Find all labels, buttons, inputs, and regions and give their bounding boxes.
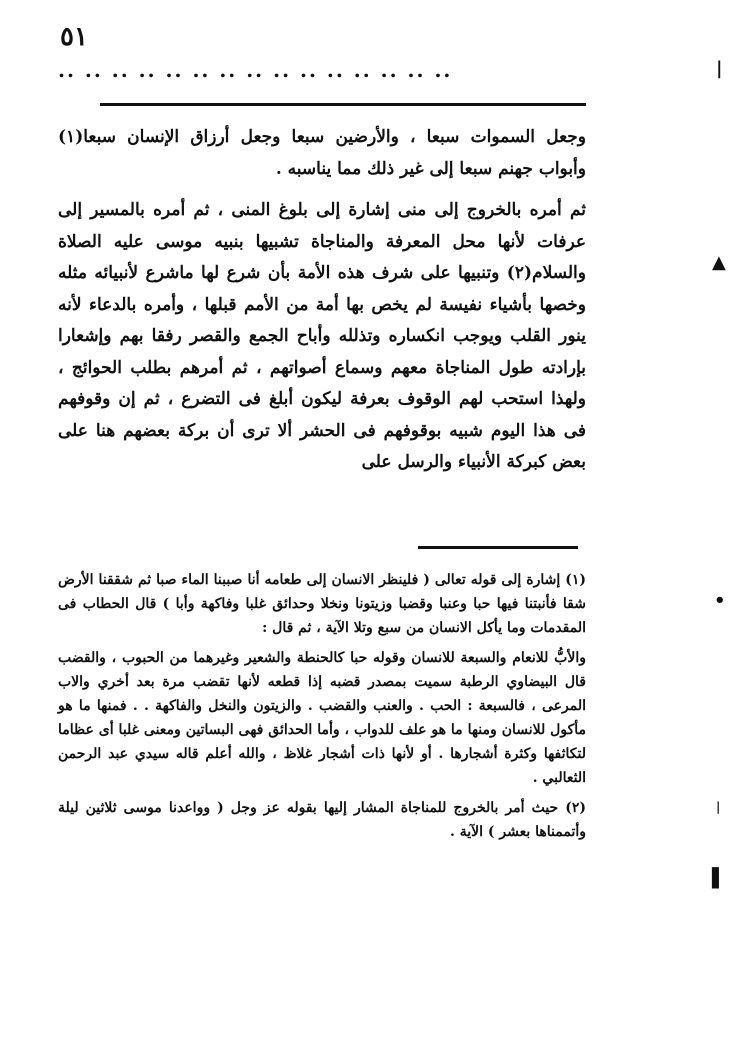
margin-speck: ▌ [712,868,726,889]
margin-speck: ▲ [712,252,726,273]
footnote-paragraph: (٢) حيث أمر بالخروج للمناجاة المشار إليها بقوله عز وجل ( وواعدنا موسى ثلاثين ليلة وأتممناها بعشر ) الآية . [58,800,586,840]
margin-speck: • [714,590,726,611]
margin-speck: | [716,58,723,79]
page-number: ٥١ [60,22,88,52]
header-separator-dots: .. .. .. .. .. .. .. .. .. .. .. .. .. .. .. [58,58,453,82]
footnote-paragraph: والأبُّ للانعام والسبعة للانسان وقوله حبا كالحنطة والشعير وغيرهما من الحبوب ، والقضب قال البيضاوي الرطبة سميت بمصدر قضبه إذا قطعه لأنها تقضب مرة بعد أخري والاب المرعى ، فالسبعة : الحب . والعنب والقضب . والزيتون والنخل والفاكهة . . فمنها ما هو مأكول للانسان ومنها ما هو علف للدواب ، وأما الحدائق فهى البساتين ومعنى غلبا أى عظاما لتكاثفها وكثرة أشجارها . أو لأنها ذات أشجار غلاظ ، والله أعلم قاله سيدي عبد الرحمن الثعالبي . [58,650,586,786]
body-paragraph: وجعل السموات سبعا ، والأرضين سبعا وجعل أرزاق الإنسان سبعا(١) وأبواب جهنم سبعا إلى غير ذلك مما يناسبه . [58,127,586,179]
main-text [58,122,586,479]
header-rule [100,103,586,106]
margin-speck: | [716,800,721,814]
footnote-paragraph: (١) إشارة إلى قوله تعالى ( فلينظر الانسان إلى طعامه أنا صببنا الماء صبا ثم شققنا الأرض شقا فأنبتنا فيها حبا وعنبا وقضبا وزيتونا ونخلا وحدائق غلبا وفاكهة وأبا ) قال الحطاب فى المقدمات وما يأكل الانسان من سبع وتلا الآية ، ثم قال : [58,572,586,636]
footnote-separator-rule [418,546,578,549]
body-paragraph: ثم أمره بالخروج إلى منى إشارة إلى بلوغ المنى ، ثم أمره بالمسير إلى عرفات لأنها محل المعرفة والمناجاة تشبيها بنبيه موسى عليه الصلاة والسلام(٢) وتنبيها على شرف هذه الأمة بأن شرع لها ماشرع لأنبيائه مثله وخصها بأشياء نفيسة لم يخص بها أمة من الأمم قبلها ، وأمره بالدعاء لأنه ينور القلب ويوجب انكساره وتذلله وأباح الجمع والقصر رفقا بهم وإشعارا بإرادته طول المناجاة معهم وسماع أصواتهم ، ثم أمرهم بطلب الحوائج ، ولهذا استحب لهم الوقوف بعرفة ليكون أبلغ فى التضرع ، ثم إن وقوفهم فى هذا اليوم شبيه بوقوفهم فى الحشر ألا ترى أن بركة بعضهم هنا على بعض كبركة الأنبياء والرسل على [58,200,586,472]
footnotes [58,568,586,844]
